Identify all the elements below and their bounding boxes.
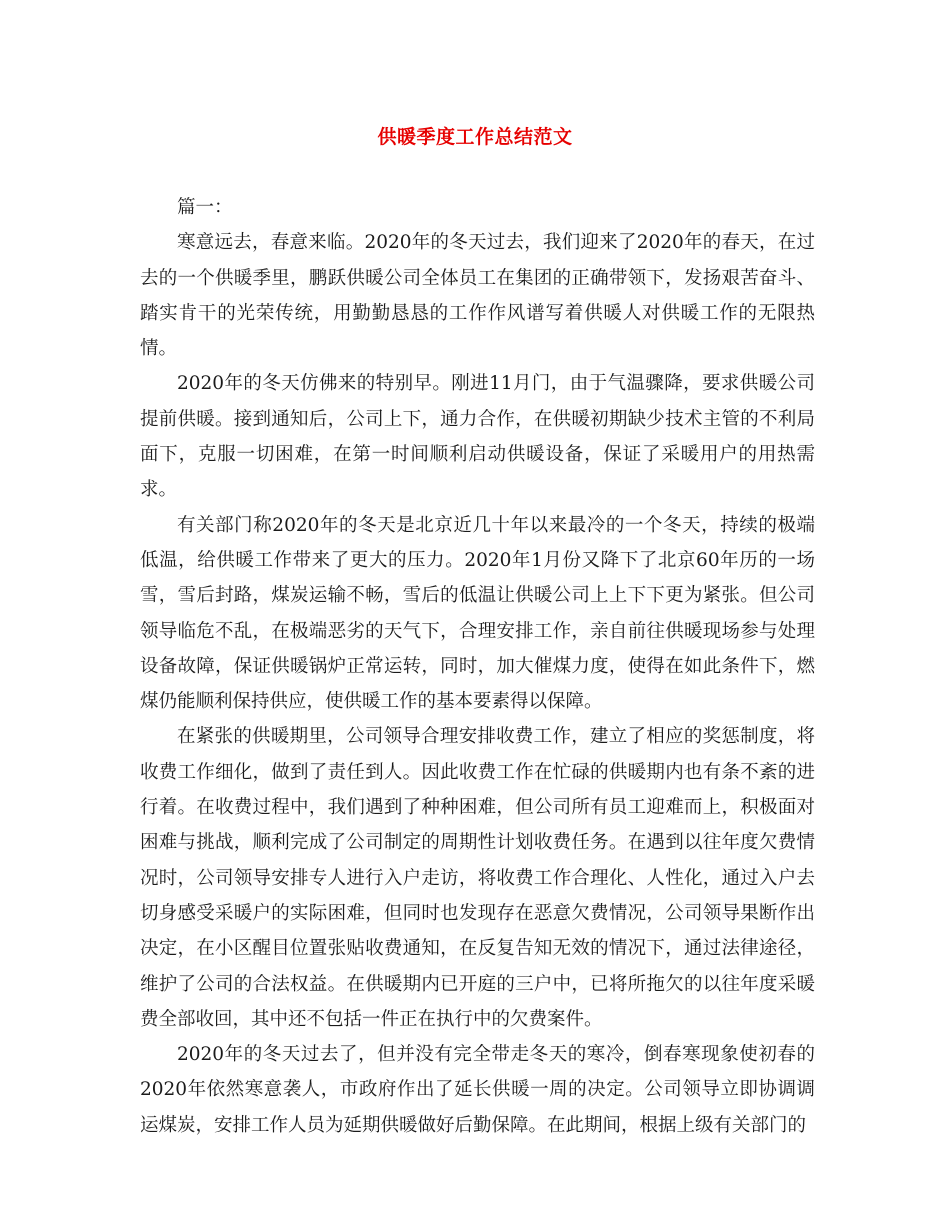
section-label: 篇一：	[177, 197, 233, 218]
document-body	[140, 190, 815, 1143]
paragraph-1: 寒意远去，春意来临。2020年的冬天过去，我们迎来了2020年的春天，在过去的一个供暖季里，鹏跃供暖公司全体员工在集团的正确带领下，发扬艰苦奋斗、踏实肯干的光荣传统，用勤勤恳恳的工作作风谱写着供暖人对供暖工作的无限热情。	[140, 232, 815, 360]
paragraph-3: 有关部门称2020年的冬天是北京近几十年以来最冷的一个冬天，持续的极端低温，给供暖工作带来了更大的压力。2020年1月份又降下了北京60年历的一场雪，雪后封路，煤炭运输不畅，雪后的低温让供暖公司上上下下更为紧张。但公司领导临危不乱，在极端恶劣的天气下，合理安排工作，亲自前往供暖现场参与处理设备故障，保证供暖锅炉正常运转，同时，加大催煤力度，使得在如此条件下，燃煤仍能顺利保持供应，使供暖工作的基本要素得以保障。	[140, 514, 815, 713]
document-title: 供暖季度工作总结范文	[377, 126, 573, 148]
paragraph-2: 2020年的冬天仿佛来的特别早。刚进11月门，由于气温骤降，要求供暖公司提前供暖。接到通知后，公司上下，通力合作，在供暖初期缺少技术主管的不利局面下，克服一切困难，在第一时间顺利启动供暖设备，保证了采暖用户的用热需求。	[140, 373, 815, 501]
paragraph-4: 在紧张的供暖期里，公司领导合理安排收费工作，建立了相应的奖惩制度，将收费工作细化，做到了责任到人。因此收费工作在忙碌的供暖期内也有条不紊的进行着。在收费过程中，我们遇到了种种困难，但公司所有员工迎难而上，积极面对困难与挑战，顺利完成了公司制定的周期性计划收费任务。在遇到以往年度欠费情况时，公司领导安排专人进行入户走访，将收费工作合理化、人性化，通过入户去切身感受采暖户的实际困难，但同时也发现存在恶意欠费情况，公司领导果断作出决定，在小区醒目位置张贴收费通知，在反复告知无效的情况下，通过法律途径，维护了公司的合法权益。在供暖期内已开庭的三户中，已将所拖欠的以往年度采暖费全部收回，其中还不包括一件正在执行中的欠费案件。	[140, 726, 815, 1030]
paragraph-5: 2020年的冬天过去了，但并没有完全带走冬天的寒冷，倒春寒现象使初春的2020年依然寒意袭人，市政府作出了延长供暖一周的决定。公司领导立即协调调运煤炭，安排工作人员为延期供暖做好后勤保障。在此期间，根据上级有关部门的	[140, 1044, 815, 1136]
